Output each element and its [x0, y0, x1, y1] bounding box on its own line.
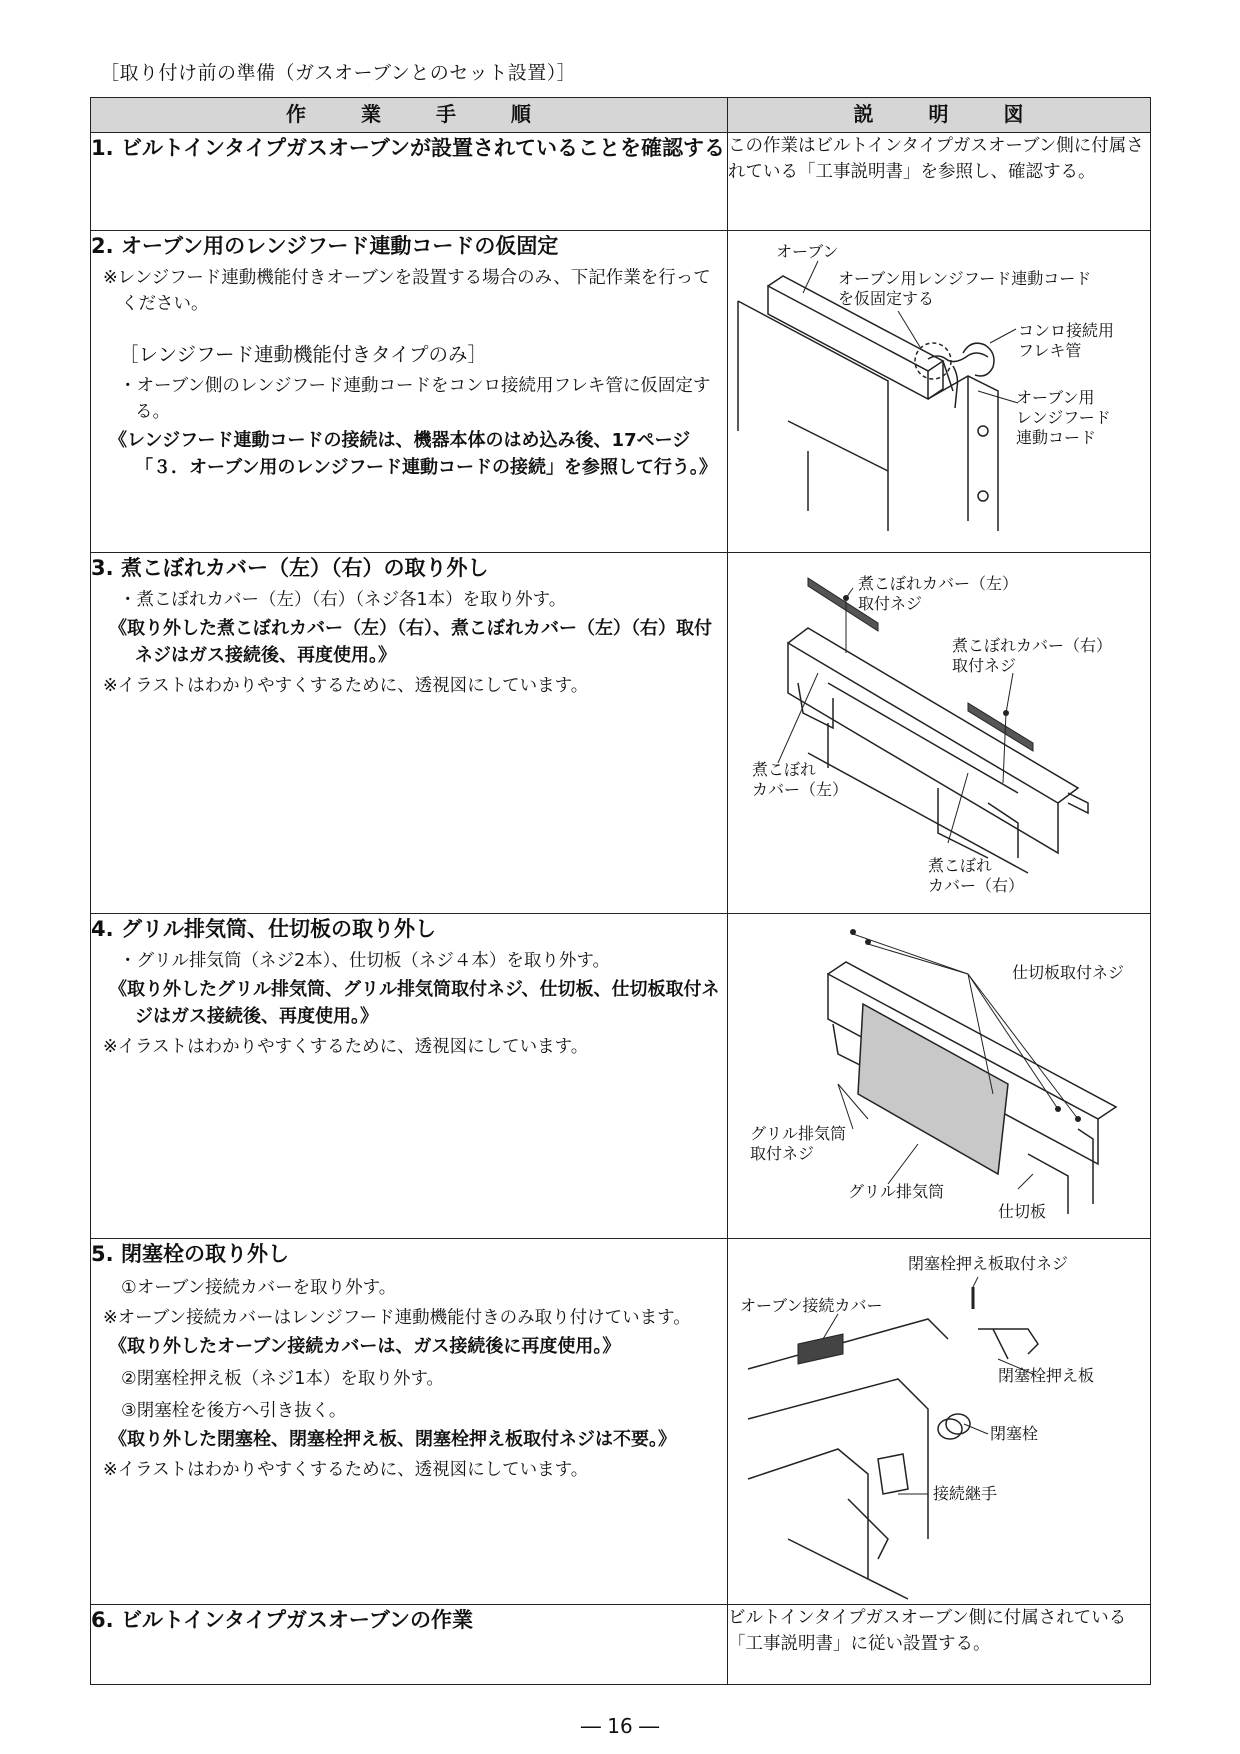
bullet-text: ・グリル排気筒（ネジ2本）、仕切板（ネジ４本）を取り外す。 — [119, 951, 610, 971]
label-oven-cover: オーブン接続カバー — [740, 1296, 883, 1315]
step-2-illustration — [728, 231, 1151, 553]
step-number: 5. — [91, 1242, 114, 1266]
step-number: 1. — [91, 136, 114, 160]
instruction-2: ②閉塞栓押え板（ネジ1本）を取り外す。 — [121, 1369, 444, 1389]
step-6-description: ビルトインタイプガスオーブン側に付属されている「工事説明書」に従い設置する。 — [728, 1605, 1151, 1685]
table-header-row — [91, 98, 1151, 133]
emphasis-text-2: 《取り外した閉塞栓、閉塞栓押え板、閉塞栓押え板取付ネジは不要。》 — [109, 1429, 676, 1450]
label-exhaust-screw-2: 取付ネジ — [750, 1144, 815, 1163]
label-exhaust-screw: グリル排気筒 — [750, 1124, 847, 1143]
step-title: 煮こぼれカバー（左）（右）の取り外し — [121, 556, 489, 580]
step-title: グリル排気筒、仕切板の取り外し — [121, 917, 436, 941]
emphasis-text: 《レンジフード連動コードの接続は、機器本体のはめ込み後、17ページ「３．オーブン用のレンジフード連動コードの接続」を参照して行う。》 — [109, 430, 717, 478]
procedure-table — [90, 97, 1151, 1685]
step-1-procedure — [91, 133, 728, 231]
step-3-procedure — [91, 553, 728, 914]
label-cover-left-screw: 煮こぼれカバー（左） — [858, 574, 1019, 593]
step-row-6 — [91, 1605, 1151, 1685]
label-cover-right: 煮こぼれ — [928, 856, 993, 875]
label-cover-left: 煮こぼれ — [752, 760, 817, 779]
label-exhaust: グリル排気筒 — [848, 1182, 945, 1201]
step-5-procedure — [91, 1239, 728, 1605]
spill-cover-diagram — [728, 553, 1149, 912]
label-joint: 接続継手 — [933, 1484, 998, 1503]
bullet-text: ・オーブン側のレンジフード連動コードをコンロ接続用フレキ管に仮固定する。 — [119, 376, 711, 422]
label-cover-right-2: カバー（右） — [928, 876, 1025, 895]
label-partition-screw: 仕切板取付ネジ — [1012, 963, 1125, 982]
step-title: 閉塞栓の取り外し — [121, 1242, 289, 1266]
emphasis-text: 《取り外した煮こぼれカバー（左）（右）、煮こぼれカバー（左）（右）取付ネジはガス接続後、再度使用。》 — [109, 618, 712, 666]
label-oven-cord: オーブン用 — [1016, 388, 1095, 407]
step-row-3 — [91, 553, 1151, 914]
label-partition: 仕切板 — [998, 1202, 1047, 1221]
label-oven-cord-3: 連動コード — [1016, 428, 1097, 447]
label-plug: 閉塞栓 — [990, 1424, 1039, 1443]
label-cover-right-screw-2: 取付ネジ — [952, 656, 1017, 675]
label-cover-left-2: カバー（左） — [752, 780, 849, 799]
label-cover-right-screw: 煮こぼれカバー（右） — [952, 636, 1113, 655]
note-text: ※イラストはわかりやすくするために、透視図にしています。 — [103, 1037, 589, 1057]
label-cover-left-screw-2: 取付ネジ — [858, 594, 923, 613]
instruction-1: ①オーブン接続カバーを取り外す。 — [121, 1278, 397, 1298]
step-number: 6. — [91, 1608, 114, 1632]
instruction-3: ③閉塞栓を後方へ引き抜く。 — [121, 1401, 347, 1421]
emphasis-text: 《取り外したグリル排気筒、グリル排気筒取付ネジ、仕切板、仕切板取付ネジはガス接続後、再度使用。》 — [109, 979, 720, 1027]
emphasis-text: 《取り外したオーブン接続カバーは、ガス接続後に再度使用。》 — [109, 1336, 621, 1357]
step-title: ビルトインタイプガスオーブンの作業 — [121, 1608, 473, 1632]
step-number: 3. — [91, 556, 114, 580]
label-plate-screw: 閉塞栓押え板取付ネジ — [908, 1254, 1069, 1273]
step-6-procedure — [91, 1605, 728, 1685]
label-cord-fix: オーブン用レンジフード連動コード — [838, 269, 1092, 288]
step-4-illustration — [728, 914, 1151, 1239]
oven-cord-diagram — [728, 231, 1149, 551]
step-5-illustration — [728, 1239, 1151, 1605]
step-title: オーブン用のレンジフード連動コードの仮固定 — [121, 234, 559, 258]
bullet-text: ・煮こぼれカバー（左）（右）（ネジ各1本）を取り外す。 — [119, 590, 567, 610]
label-flex-tube: コンロ接続用 — [1018, 321, 1115, 340]
step-4-procedure — [91, 914, 728, 1239]
label-oven-cord-2: レンジフード — [1016, 408, 1111, 427]
header-illustration: 説 明 図 — [728, 98, 1151, 133]
note-text: ※レンジフード連動機能付きオーブンを設置する場合のみ、下記作業を行ってください。 — [103, 268, 711, 314]
note-text-2: ※イラストはわかりやすくするために、透視図にしています。 — [103, 1460, 589, 1480]
page-number: ― 16 ― — [580, 1714, 660, 1738]
label-cord-fix-2: を仮固定する — [838, 289, 935, 308]
step-3-illustration — [728, 553, 1151, 914]
step-row-5 — [91, 1239, 1151, 1605]
step-row-4 — [91, 914, 1151, 1239]
step-1-description: この作業はビルトインタイプガスオーブン側に付属されている「工事説明書」を参照し、確認する。 — [728, 133, 1151, 231]
plug-removal-diagram — [728, 1239, 1149, 1603]
step-row-1 — [91, 133, 1151, 231]
note-text: ※イラストはわかりやすくするために、透視図にしています。 — [103, 676, 589, 696]
step-row-2 — [91, 231, 1151, 553]
label-plate: 閉塞栓押え板 — [998, 1366, 1095, 1385]
header-procedure: 作 業 手 順 — [91, 98, 728, 133]
step-title: ビルトインタイプガスオーブンが設置されていることを確認する — [121, 136, 725, 160]
note-text: ※オーブン接続カバーはレンジフード連動機能付きのみ取り付けています。 — [103, 1308, 691, 1328]
step-number: 2. — [91, 234, 114, 258]
step-2-procedure — [91, 231, 728, 553]
label-flex-tube-2: フレキ管 — [1018, 341, 1082, 360]
section-title: ［取り付け前の準備（ガスオーブンとのセット設置）］ — [100, 62, 577, 84]
step-number: 4. — [91, 917, 114, 941]
subheading: ［レンジフード連動機能付きタイプのみ］ — [119, 343, 487, 366]
label-oven: オーブン — [776, 242, 839, 261]
exhaust-partition-diagram — [728, 914, 1149, 1237]
